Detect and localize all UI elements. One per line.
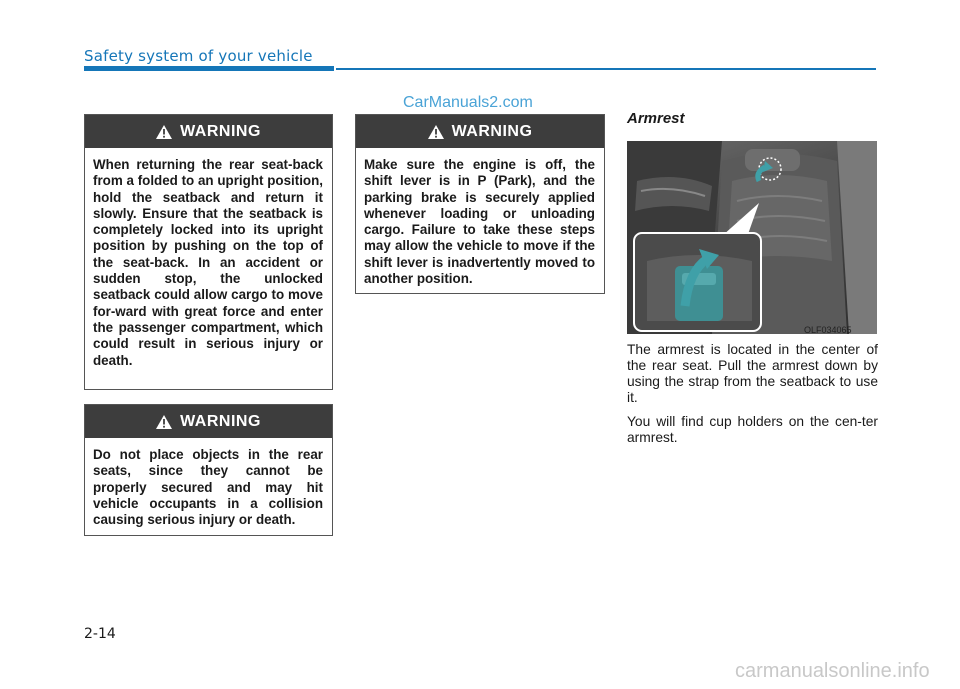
warning-label: WARNING [451, 122, 533, 140]
warning-header [85, 115, 332, 148]
section-title: Safety system of your vehicle [84, 47, 313, 65]
header-rule-bar [84, 66, 334, 71]
armrest-paragraph: The armrest is located in the center of the rear seat. Pull the armrest down by using the strap from the seatback to use it. [627, 342, 878, 405]
warning-label: WARNING [180, 412, 261, 430]
warning-label: WARNING [180, 122, 261, 140]
warning-header [85, 405, 332, 438]
armrest-photo [627, 141, 877, 334]
rear-seat-illustration [627, 141, 877, 334]
watermark-link[interactable]: CarManuals2.com [403, 94, 533, 111]
armrest-paragraph: You will find cup holders on the cen-ter armrest. [627, 414, 878, 445]
warning-box-seatback [84, 114, 333, 390]
warning-box-rear-objects [84, 404, 333, 536]
armrest-description [627, 342, 878, 454]
warning-text: When returning the rear seat-back from a folded to an upright position, hold the seatback and return it slowly. Ensure that the seatback is completely locked into its upright position by pushing on the top of the seat-back. In an accident or sudden stop, the unlocked seatback could allow cargo to move for-ward with great force and enter the passenger compartment, which could result in serious injury or death. [93, 157, 323, 368]
page-number: 2-14 [84, 626, 116, 642]
warning-text: Do not place objects in the rear seats, since they cannot be properly secured and may hit vehicle occupants in a collision causing serious injury or death. [93, 447, 323, 528]
warning-text: Make sure the engine is off, the shift lever is in P (Park), and the parking brake is securely applied whenever loading or unloading cargo. Failure to take these steps may allow the vehicle to move if the shift lever is inadvertently moved to another position. [364, 157, 595, 287]
image-code: OLF034065 [804, 325, 852, 335]
header-rule-line [336, 68, 876, 70]
armrest-heading: Armrest [627, 110, 685, 127]
warning-triangle-icon [428, 125, 444, 139]
warning-triangle-icon [156, 125, 172, 139]
warning-triangle-icon [156, 415, 172, 429]
warning-box-engine-off [355, 114, 605, 294]
warning-header [356, 115, 604, 148]
footer-site-mark: carmanualsonline.info [735, 660, 930, 682]
